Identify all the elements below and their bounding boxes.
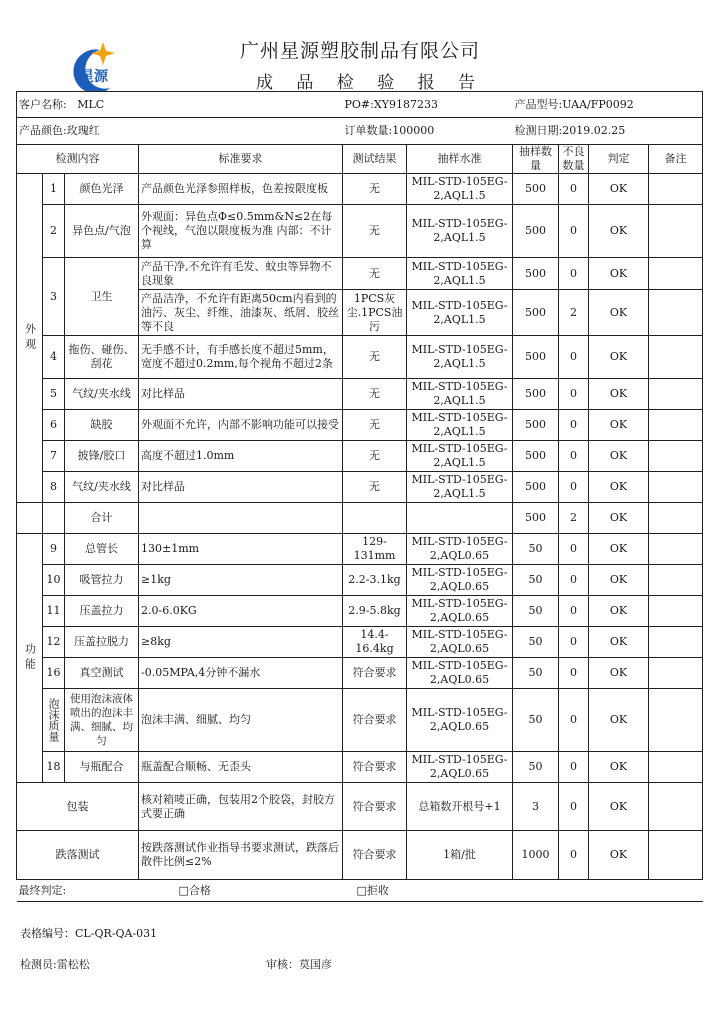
packing-row xyxy=(17,783,703,831)
judgement-cell: OK xyxy=(589,441,649,472)
standard-cell: ≥8kg xyxy=(139,627,343,658)
judgement-cell: OK xyxy=(589,596,649,627)
result-cell: 符合要求 xyxy=(343,658,407,689)
judgement-cell: OK xyxy=(589,658,649,689)
standard-cell: 2.0-6.0KG xyxy=(139,596,343,627)
item-name-cell: 拖伤、碰伤、刮花 xyxy=(65,336,139,379)
section-label: 跌落测试 xyxy=(17,831,139,880)
result-cell: 无 xyxy=(343,410,407,441)
item-number-cell: 7 xyxy=(43,441,65,472)
standard-cell: 产品洁净，不允许有距离50cm内看到的油污、灰尘、纤维、油漆灰、纸屑、胶丝等不良 xyxy=(139,290,343,336)
drop-test-row xyxy=(17,831,703,880)
company-name: 广州星源塑胶制品有限公司 xyxy=(239,40,480,62)
col-header: 检测内容 xyxy=(17,145,139,174)
remark-cell xyxy=(649,379,703,410)
appearance-row xyxy=(17,472,703,503)
remark-cell xyxy=(649,410,703,441)
function-row xyxy=(17,627,703,658)
sample-size-cell: 500 xyxy=(513,410,559,441)
remark-cell xyxy=(649,658,703,689)
judgement-cell: OK xyxy=(589,410,649,441)
inspection-table xyxy=(16,91,703,902)
item-number-cell: 4 xyxy=(43,336,65,379)
item-number-cell: 5 xyxy=(43,379,65,410)
date-cell: 检测日期:2019.02.25 xyxy=(513,118,703,145)
aql-cell: 1箱/批 xyxy=(407,831,513,880)
aql-cell: MIL-STD-105EG-2,AQL1.5 xyxy=(407,258,513,290)
model-value: UAA/FP0092 xyxy=(562,97,634,111)
aql-cell: MIL-STD-105EG-2,AQL0.65 xyxy=(407,565,513,596)
remark-cell xyxy=(649,627,703,658)
defect-count-cell: 0 xyxy=(559,783,589,831)
item-name-cell: 真空测试 xyxy=(65,658,139,689)
function-row xyxy=(17,658,703,689)
defect-count-cell: 0 xyxy=(559,410,589,441)
remark-cell xyxy=(649,534,703,565)
customer-value: MLC xyxy=(77,97,105,111)
result-cell: 14.4-16.4kg xyxy=(343,627,407,658)
result-cell: 无 xyxy=(343,441,407,472)
col-header: 不良数量 xyxy=(559,145,589,174)
judgement-cell: OK xyxy=(589,534,649,565)
item-number-cell: 12 xyxy=(43,627,65,658)
appearance-row xyxy=(17,441,703,472)
remark-cell xyxy=(649,441,703,472)
item-name-cell: 异色点/气泡 xyxy=(65,205,139,258)
col-header: 备注 xyxy=(649,145,703,174)
defect-count-cell: 2 xyxy=(559,290,589,336)
defect-count-cell: 0 xyxy=(559,174,589,205)
standard-cell: 对比样品 xyxy=(139,472,343,503)
defect-count-cell: 0 xyxy=(559,379,589,410)
item-name-cell: 压盖拉脱力 xyxy=(65,627,139,658)
po-cell: PO#:XY9187233 xyxy=(343,92,513,118)
blank-cell xyxy=(43,503,65,534)
result-cell: 2.9-5.8kg xyxy=(343,596,407,627)
final-judgement-label: 最终判定: xyxy=(18,883,67,897)
item-name-cell: 总管长 xyxy=(65,534,139,565)
standard-cell: 外观面：异色点Φ≤0.5mm&N≤2在每个视线，气泡以限度板为准 内部：不计算 xyxy=(139,205,343,258)
aql-cell: MIL-STD-105EG-2,AQL1.5 xyxy=(407,336,513,379)
defect-count-cell: 2 xyxy=(559,503,589,534)
result-cell: 符合要求 xyxy=(343,783,407,831)
standard-cell: 产品颜色光泽参照样板，色差按限度板 xyxy=(139,174,343,205)
judgement-cell: OK xyxy=(589,258,649,290)
item-name-cell: 披锋/胶口 xyxy=(65,441,139,472)
item-number-cell: 9 xyxy=(43,534,65,565)
item-name-cell: 气纹/夹水线 xyxy=(65,379,139,410)
sample-size-cell: 50 xyxy=(513,689,559,752)
item-number-cell: 2 xyxy=(43,205,65,258)
blank-cell xyxy=(139,503,343,534)
standard-cell: 泡沫丰满、细腻、均匀 xyxy=(139,689,343,752)
sample-size-cell: 500 xyxy=(513,379,559,410)
aql-cell: MIL-STD-105EG-2,AQL0.65 xyxy=(407,534,513,565)
sample-size-cell: 1000 xyxy=(513,831,559,880)
item-name-cell: 缺胶 xyxy=(65,410,139,441)
item-name-cell: 卫生 xyxy=(65,258,139,336)
aql-cell: MIL-STD-105EG-2,AQL1.5 xyxy=(407,472,513,503)
item-name-cell: 与瓶配合 xyxy=(65,752,139,783)
aql-cell: MIL-STD-105EG-2,AQL1.5 xyxy=(407,174,513,205)
item-name-cell: 颜色光泽 xyxy=(65,174,139,205)
defect-count-cell: 0 xyxy=(559,205,589,258)
appearance-row xyxy=(17,258,703,290)
blank-cell xyxy=(407,503,513,534)
remark-cell xyxy=(649,290,703,336)
aql-cell: MIL-STD-105EG-2,AQL0.65 xyxy=(407,596,513,627)
sample-size-cell: 50 xyxy=(513,565,559,596)
standard-cell: ≥1kg xyxy=(139,565,343,596)
defect-count-cell: 0 xyxy=(559,258,589,290)
item-number-cell: 3 xyxy=(43,258,65,336)
aql-cell: MIL-STD-105EG-2,AQL1.5 xyxy=(407,441,513,472)
standard-cell: 130±1mm xyxy=(139,534,343,565)
customer-cell: 客户名称: MLC xyxy=(17,92,343,118)
standard-cell: 高度不超过1.0mm xyxy=(139,441,343,472)
remark-cell xyxy=(649,205,703,258)
sample-size-cell: 500 xyxy=(513,441,559,472)
reject-checkbox[interactable]: □拒收 xyxy=(356,883,389,897)
remark-cell xyxy=(649,783,703,831)
group-label-function: 功能 xyxy=(17,534,43,783)
defect-count-cell: 0 xyxy=(559,596,589,627)
item-name-cell: 气纹/夹水线 xyxy=(65,472,139,503)
item-number-cell: 16 xyxy=(43,658,65,689)
blank-cell xyxy=(17,503,43,534)
defect-count-cell: 0 xyxy=(559,534,589,565)
remark-cell xyxy=(649,258,703,290)
result-cell: 符合要求 xyxy=(343,752,407,783)
remark-cell xyxy=(649,689,703,752)
aql-cell: MIL-STD-105EG-2,AQL0.65 xyxy=(407,658,513,689)
aql-cell: MIL-STD-105EG-2,AQL1.5 xyxy=(407,410,513,441)
final-judgement-cell xyxy=(17,880,703,902)
remark-cell xyxy=(649,752,703,783)
result-cell: 129-131mm xyxy=(343,534,407,565)
result-cell: 1PCS灰尘.1PCS油污 xyxy=(343,290,407,336)
sample-size-cell: 500 xyxy=(513,503,559,534)
sample-size-cell: 500 xyxy=(513,290,559,336)
remark-cell xyxy=(649,174,703,205)
function-row xyxy=(17,565,703,596)
item-name-cell: 压盖拉力 xyxy=(65,596,139,627)
standard-cell: 无手感不计，有手感长度不超过5mm，宽度不超过0.2mm,每个视角不超过2条 xyxy=(139,336,343,379)
date-value: 2019.02.25 xyxy=(562,124,626,137)
color-value: 玫瑰红 xyxy=(66,124,100,137)
judgement-cell: OK xyxy=(589,472,649,503)
remark-cell xyxy=(649,336,703,379)
judgement-cell: OK xyxy=(589,205,649,258)
remark-cell xyxy=(649,596,703,627)
aql-cell: MIL-STD-105EG-2,AQL1.5 xyxy=(407,290,513,336)
remark-cell xyxy=(649,472,703,503)
pass-checkbox[interactable]: □合格 xyxy=(178,883,211,897)
defect-count-cell: 0 xyxy=(559,472,589,503)
judgement-cell: OK xyxy=(589,379,649,410)
sample-size-cell: 500 xyxy=(513,472,559,503)
result-cell: 无 xyxy=(343,379,407,410)
result-cell: 无 xyxy=(343,336,407,379)
item-number-cell: 8 xyxy=(43,472,65,503)
blank-cell xyxy=(343,503,407,534)
judgement-cell: OK xyxy=(589,565,649,596)
appearance-row xyxy=(17,410,703,441)
judgement-cell: OK xyxy=(589,174,649,205)
column-header-row xyxy=(17,145,703,174)
item-number-cell: 泡沫质量 xyxy=(43,689,65,752)
col-header: 抽样水准 xyxy=(407,145,513,174)
standard-cell: 外观面不允许，内部不影响功能可以接受 xyxy=(139,410,343,441)
sample-size-cell: 500 xyxy=(513,336,559,379)
result-cell: 无 xyxy=(343,205,407,258)
judgement-cell: OK xyxy=(589,752,649,783)
standard-cell: 按跌落测试作业指导书要求测试，跌落后散件比例≤2% xyxy=(139,831,343,880)
item-number-cell: 1 xyxy=(43,174,65,205)
item-name-cell: 吸管拉力 xyxy=(65,565,139,596)
item-name-cell: 使用泡沫液体喷出的泡沫丰满、细腻、均匀 xyxy=(65,689,139,752)
result-cell: 符合要求 xyxy=(343,689,407,752)
result-cell: 符合要求 xyxy=(343,831,407,880)
col-header: 抽样数量 xyxy=(513,145,559,174)
remark-cell xyxy=(649,565,703,596)
sample-size-cell: 500 xyxy=(513,174,559,205)
judgement-cell: OK xyxy=(589,689,649,752)
result-cell: 无 xyxy=(343,472,407,503)
sample-size-cell: 3 xyxy=(513,783,559,831)
function-row xyxy=(17,752,703,783)
defect-count-cell: 0 xyxy=(559,658,589,689)
defect-count-cell: 0 xyxy=(559,752,589,783)
col-header: 测试结果 xyxy=(343,145,407,174)
function-row xyxy=(17,596,703,627)
sample-size-cell: 50 xyxy=(513,627,559,658)
form-number: 表格编号：CL-QR-QA-031 xyxy=(20,927,158,940)
subtotal-row xyxy=(17,503,703,534)
standard-cell: 产品干净,不允许有毛发、蚊虫等异物不良现象 xyxy=(139,258,343,290)
standard-cell: 瓶盖配合顺畅、无歪头 xyxy=(139,752,343,783)
defect-count-cell: 0 xyxy=(559,565,589,596)
judgement-cell: OK xyxy=(589,627,649,658)
section-label: 包装 xyxy=(17,783,139,831)
result-cell: 无 xyxy=(343,258,407,290)
logo-text: 星源 xyxy=(80,69,108,85)
appearance-row xyxy=(17,336,703,379)
defect-count-cell: 0 xyxy=(559,441,589,472)
function-row xyxy=(17,689,703,752)
info-row-1 xyxy=(17,92,703,118)
color-cell: 产品颜色:玫瑰红 xyxy=(17,118,343,145)
subtotal-label: 合计 xyxy=(65,503,139,534)
sample-size-cell: 50 xyxy=(513,596,559,627)
defect-count-cell: 0 xyxy=(559,689,589,752)
judgement-cell: OK xyxy=(589,503,649,534)
defect-count-cell: 0 xyxy=(559,627,589,658)
judgement-cell: OK xyxy=(589,783,649,831)
qty-cell: 订单数量:100000 xyxy=(343,118,513,145)
sample-size-cell: 50 xyxy=(513,752,559,783)
sample-size-cell: 50 xyxy=(513,658,559,689)
qty-value: 100000 xyxy=(392,124,435,137)
item-number-cell: 6 xyxy=(43,410,65,441)
remark-cell xyxy=(649,831,703,880)
standard-cell: 对比样品 xyxy=(139,379,343,410)
model-cell: 产品型号:UAA/FP0092 xyxy=(513,92,703,118)
judgement-cell: OK xyxy=(589,290,649,336)
col-header: 标准要求 xyxy=(139,145,343,174)
defect-count-cell: 0 xyxy=(559,336,589,379)
result-cell: 2.2-3.1kg xyxy=(343,565,407,596)
defect-count-cell: 0 xyxy=(559,831,589,880)
final-judgement-row xyxy=(17,880,703,902)
item-number-cell: 11 xyxy=(43,596,65,627)
info-row-2 xyxy=(17,118,703,145)
inspector: 检测员:雷松松 xyxy=(20,958,90,971)
aql-cell: MIL-STD-105EG-2,AQL1.5 xyxy=(407,205,513,258)
judgement-cell: OK xyxy=(589,336,649,379)
standard-cell: 核对箱唛正确，包装用2个胶袋，封胶方式要正确 xyxy=(139,783,343,831)
item-number-cell: 10 xyxy=(43,565,65,596)
appearance-row xyxy=(17,174,703,205)
report-title: 成 品 检 验 报 告 xyxy=(255,73,485,93)
judgement-cell: OK xyxy=(589,831,649,880)
sample-size-cell: 500 xyxy=(513,205,559,258)
reviewer: 审核：莫国彦 xyxy=(266,958,332,971)
item-number-cell: 18 xyxy=(43,752,65,783)
aql-cell: 总箱数开根号+1 xyxy=(407,783,513,831)
aql-cell: MIL-STD-105EG-2,AQL0.65 xyxy=(407,752,513,783)
remark-cell xyxy=(649,503,703,534)
col-header: 判定 xyxy=(589,145,649,174)
result-cell: 无 xyxy=(343,174,407,205)
function-row xyxy=(17,534,703,565)
aql-cell: MIL-STD-105EG-2,AQL1.5 xyxy=(407,379,513,410)
standard-cell: -0.05MPA,4分钟不漏水 xyxy=(139,658,343,689)
group-label-appearance: 外观 xyxy=(17,174,43,503)
sample-size-cell: 50 xyxy=(513,534,559,565)
appearance-row xyxy=(17,379,703,410)
sample-size-cell: 500 xyxy=(513,258,559,290)
aql-cell: MIL-STD-105EG-2,AQL0.65 xyxy=(407,627,513,658)
appearance-row xyxy=(17,205,703,258)
aql-cell: MIL-STD-105EG-2,AQL0.65 xyxy=(407,689,513,752)
